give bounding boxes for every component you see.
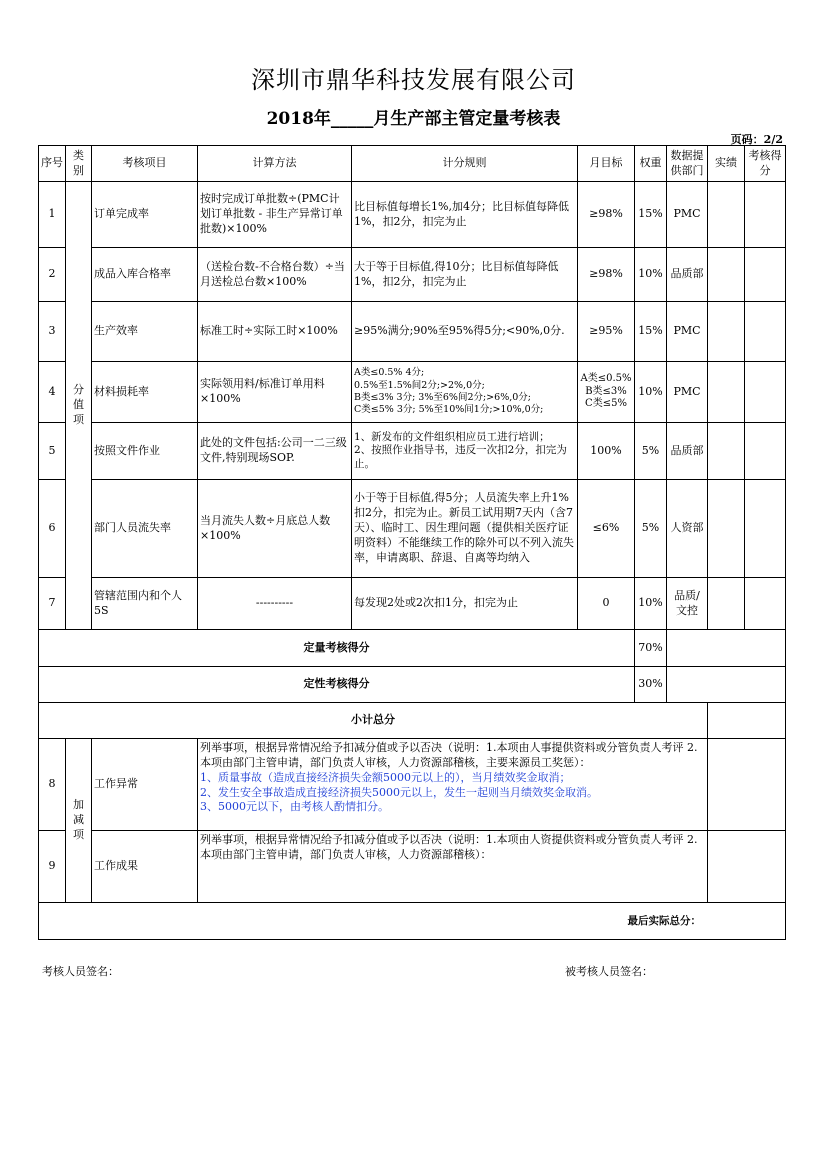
row-score[interactable]: [745, 182, 786, 248]
row-item: 生产效率: [92, 302, 198, 362]
row-weight: 10%: [635, 362, 667, 423]
assessee-signature: 被考核人员签名：: [565, 965, 653, 978]
subtotal-label: 小计总分: [39, 703, 708, 739]
form-title: 2018年_____月生产部主管定量考核表: [266, 109, 561, 129]
col-item: 考核项目: [92, 146, 198, 182]
bonus-score[interactable]: [708, 739, 786, 831]
row-method: ----------: [198, 578, 352, 630]
row-item: 订单完成率: [92, 182, 198, 248]
table-row: [39, 302, 786, 362]
bonus-seq: 9: [39, 831, 66, 903]
row-target: ≥95%: [578, 302, 635, 362]
row-method: 此处的文件包括:公司一二三级文件,特别现场SOP.: [198, 423, 352, 480]
row-rule: 大于等于目标值,得10分；比目标值每降低1%，扣2分，扣完为止: [352, 248, 578, 302]
row-method: （送检台数-不合格台数）÷当月送检总台数×100%: [198, 248, 352, 302]
table-row: [39, 248, 786, 302]
company-name: 深圳市鼎华科技发展有限公司: [251, 66, 576, 94]
bonus-note: 3、5000元以下，由考核人酌情扣分。: [200, 800, 389, 814]
bonus-score[interactable]: [708, 831, 786, 903]
qual-total-row: [39, 667, 786, 703]
col-actual: 实绩: [708, 146, 745, 182]
row-score[interactable]: [745, 480, 786, 578]
row-target: A类≤0.5% B类≤3% C类≤5%: [578, 362, 635, 423]
quant-total-label: 定量考核得分: [39, 630, 635, 667]
row-actual[interactable]: [708, 248, 745, 302]
row-item: 按照文件作业: [92, 423, 198, 480]
row-rule: 每发现2处或2次扣1分，扣完为止: [352, 578, 578, 630]
quant-total-value[interactable]: [667, 630, 786, 667]
qual-total-weight: 30%: [635, 667, 667, 703]
row-actual[interactable]: [708, 423, 745, 480]
assessment-table: [38, 145, 786, 940]
col-category: 类别: [66, 146, 92, 182]
row-actual[interactable]: [708, 578, 745, 630]
row-weight: 5%: [635, 480, 667, 578]
category-quant: 分值项: [66, 182, 92, 630]
bonus-note: 2、发生安全事故造成直接经济损失5000元以上，发生一起则当月绩效奖金取消。: [200, 785, 598, 799]
final-total-row: [39, 903, 786, 940]
row-item: 材料损耗率: [92, 362, 198, 423]
row-score[interactable]: [745, 362, 786, 423]
qual-total-label: 定性考核得分: [39, 667, 635, 703]
assessor-signature: 考核人员签名：: [42, 965, 119, 978]
row-target: 100%: [578, 423, 635, 480]
bonus-item: 工作成果: [92, 831, 198, 903]
bonus-row: [39, 739, 786, 831]
row-seq: 4: [39, 362, 66, 423]
row-seq: 2: [39, 248, 66, 302]
row-source: 品质部: [667, 248, 708, 302]
bonus-desc: [198, 739, 708, 831]
row-rule: ≥95%满分;90%至95%得5分;<90%,0分.: [352, 302, 578, 362]
row-weight: 10%: [635, 578, 667, 630]
row-target: ≥98%: [578, 248, 635, 302]
bonus-seq: 8: [39, 739, 66, 831]
bonus-desc-text: 列举事项，根据异常情况给予扣减分值或予以否决（说明：1.本项由人事提供资料或分管负责人考评 2.本项由部门主管申请，部门负责人审核，人力资源部稽核，主要来源员工奖惩）：: [200, 741, 698, 769]
col-target: 月目标: [578, 146, 635, 182]
row-rule: 1、新发布的文件组织相应员工进行培训； 2、按照作业指导书，违反一次扣2分，扣完为止。: [352, 423, 578, 480]
row-item: 部门人员流失率: [92, 480, 198, 578]
table-row: [39, 423, 786, 480]
row-weight: 15%: [635, 182, 667, 248]
row-rule: A类≤0.5% 4分; 0.5%至1.5%间2分;>2%,0分; B类≤3% 3分; 3%至6%间2分;>6%,0分; C类≤5% 3分; 5%至10%间1分;>10%,0分;: [352, 362, 578, 423]
table-row: [39, 480, 786, 578]
row-score[interactable]: [745, 578, 786, 630]
row-target: 0: [578, 578, 635, 630]
row-actual[interactable]: [708, 480, 745, 578]
bonus-item: 工作异常: [92, 739, 198, 831]
row-source: 品质/文控: [667, 578, 708, 630]
row-weight: 10%: [635, 248, 667, 302]
qual-total-value[interactable]: [667, 667, 786, 703]
row-weight: 5%: [635, 423, 667, 480]
row-method: 实际领用料/标准订单用料×100%: [198, 362, 352, 423]
table-row: [39, 362, 786, 423]
row-actual[interactable]: [708, 182, 745, 248]
col-source: 数据提供部门: [667, 146, 708, 182]
row-source: PMC: [667, 182, 708, 248]
row-target: ≤6%: [578, 480, 635, 578]
subtotal-row: [39, 703, 786, 739]
row-weight: 15%: [635, 302, 667, 362]
col-rule: 计分规则: [352, 146, 578, 182]
bonus-desc-text: 列举事项，根据异常情况给予扣减分值或予以否决（说明：1.本项由人资提供资料或分管负责人考评 2.本项由部门主管申请，部门负责人审核，人力资源部稽核）：: [200, 833, 698, 861]
page-number: 页码：2/2: [730, 133, 783, 146]
table-row: [39, 182, 786, 248]
row-seq: 7: [39, 578, 66, 630]
col-seq: 序号: [39, 146, 66, 182]
header-row: [39, 146, 786, 182]
table-row: [39, 578, 786, 630]
row-method: 标准工时÷实际工时×100%: [198, 302, 352, 362]
row-rule: 比目标值每增长1%,加4分；比目标值每降低1%，扣2分，扣完为止: [352, 182, 578, 248]
col-method: 计算方法: [198, 146, 352, 182]
bonus-desc: [198, 831, 708, 903]
row-method: 当月流失人数÷月底总人数×100%: [198, 480, 352, 578]
row-source: 品质部: [667, 423, 708, 480]
row-actual[interactable]: [708, 362, 745, 423]
row-item: 成品入库合格率: [92, 248, 198, 302]
row-seq: 3: [39, 302, 66, 362]
row-actual[interactable]: [708, 302, 745, 362]
subtotal-value[interactable]: [708, 703, 786, 739]
bonus-note: 1、质量事故（造成直接经济损失金额5000元以上的），当月绩效奖金取消；: [200, 770, 571, 784]
row-source: PMC: [667, 302, 708, 362]
row-source: PMC: [667, 362, 708, 423]
quant-total-weight: 70%: [635, 630, 667, 667]
row-method: 按时完成订单批数÷(PMC计划订单批数 - 非生产异常订单批数)×100%: [198, 182, 352, 248]
row-seq: 1: [39, 182, 66, 248]
row-item: 管辖范围内和个人5S: [92, 578, 198, 630]
row-score[interactable]: [745, 248, 786, 302]
quant-total-row: [39, 630, 786, 667]
col-weight: 权重: [635, 146, 667, 182]
row-seq: 5: [39, 423, 66, 480]
category-bonus: 加减项: [66, 739, 92, 903]
row-seq: 6: [39, 480, 66, 578]
final-total-label: 最后实际总分：: [39, 903, 786, 940]
bonus-row: [39, 831, 786, 903]
col-score: 考核得分: [745, 146, 786, 182]
row-target: ≥98%: [578, 182, 635, 248]
row-rule: 小于等于目标值,得5分；人员流失率上升1%扣2分，扣完为止。新员工试用期7天内（含7天）、临时工、因生理问题（提供相关医疗证明资料）不能继续工作的除外可以不列入流失率，申请离职、辞退、自离等均纳入: [352, 480, 578, 578]
row-source: 人资部: [667, 480, 708, 578]
row-score[interactable]: [745, 302, 786, 362]
row-score[interactable]: [745, 423, 786, 480]
